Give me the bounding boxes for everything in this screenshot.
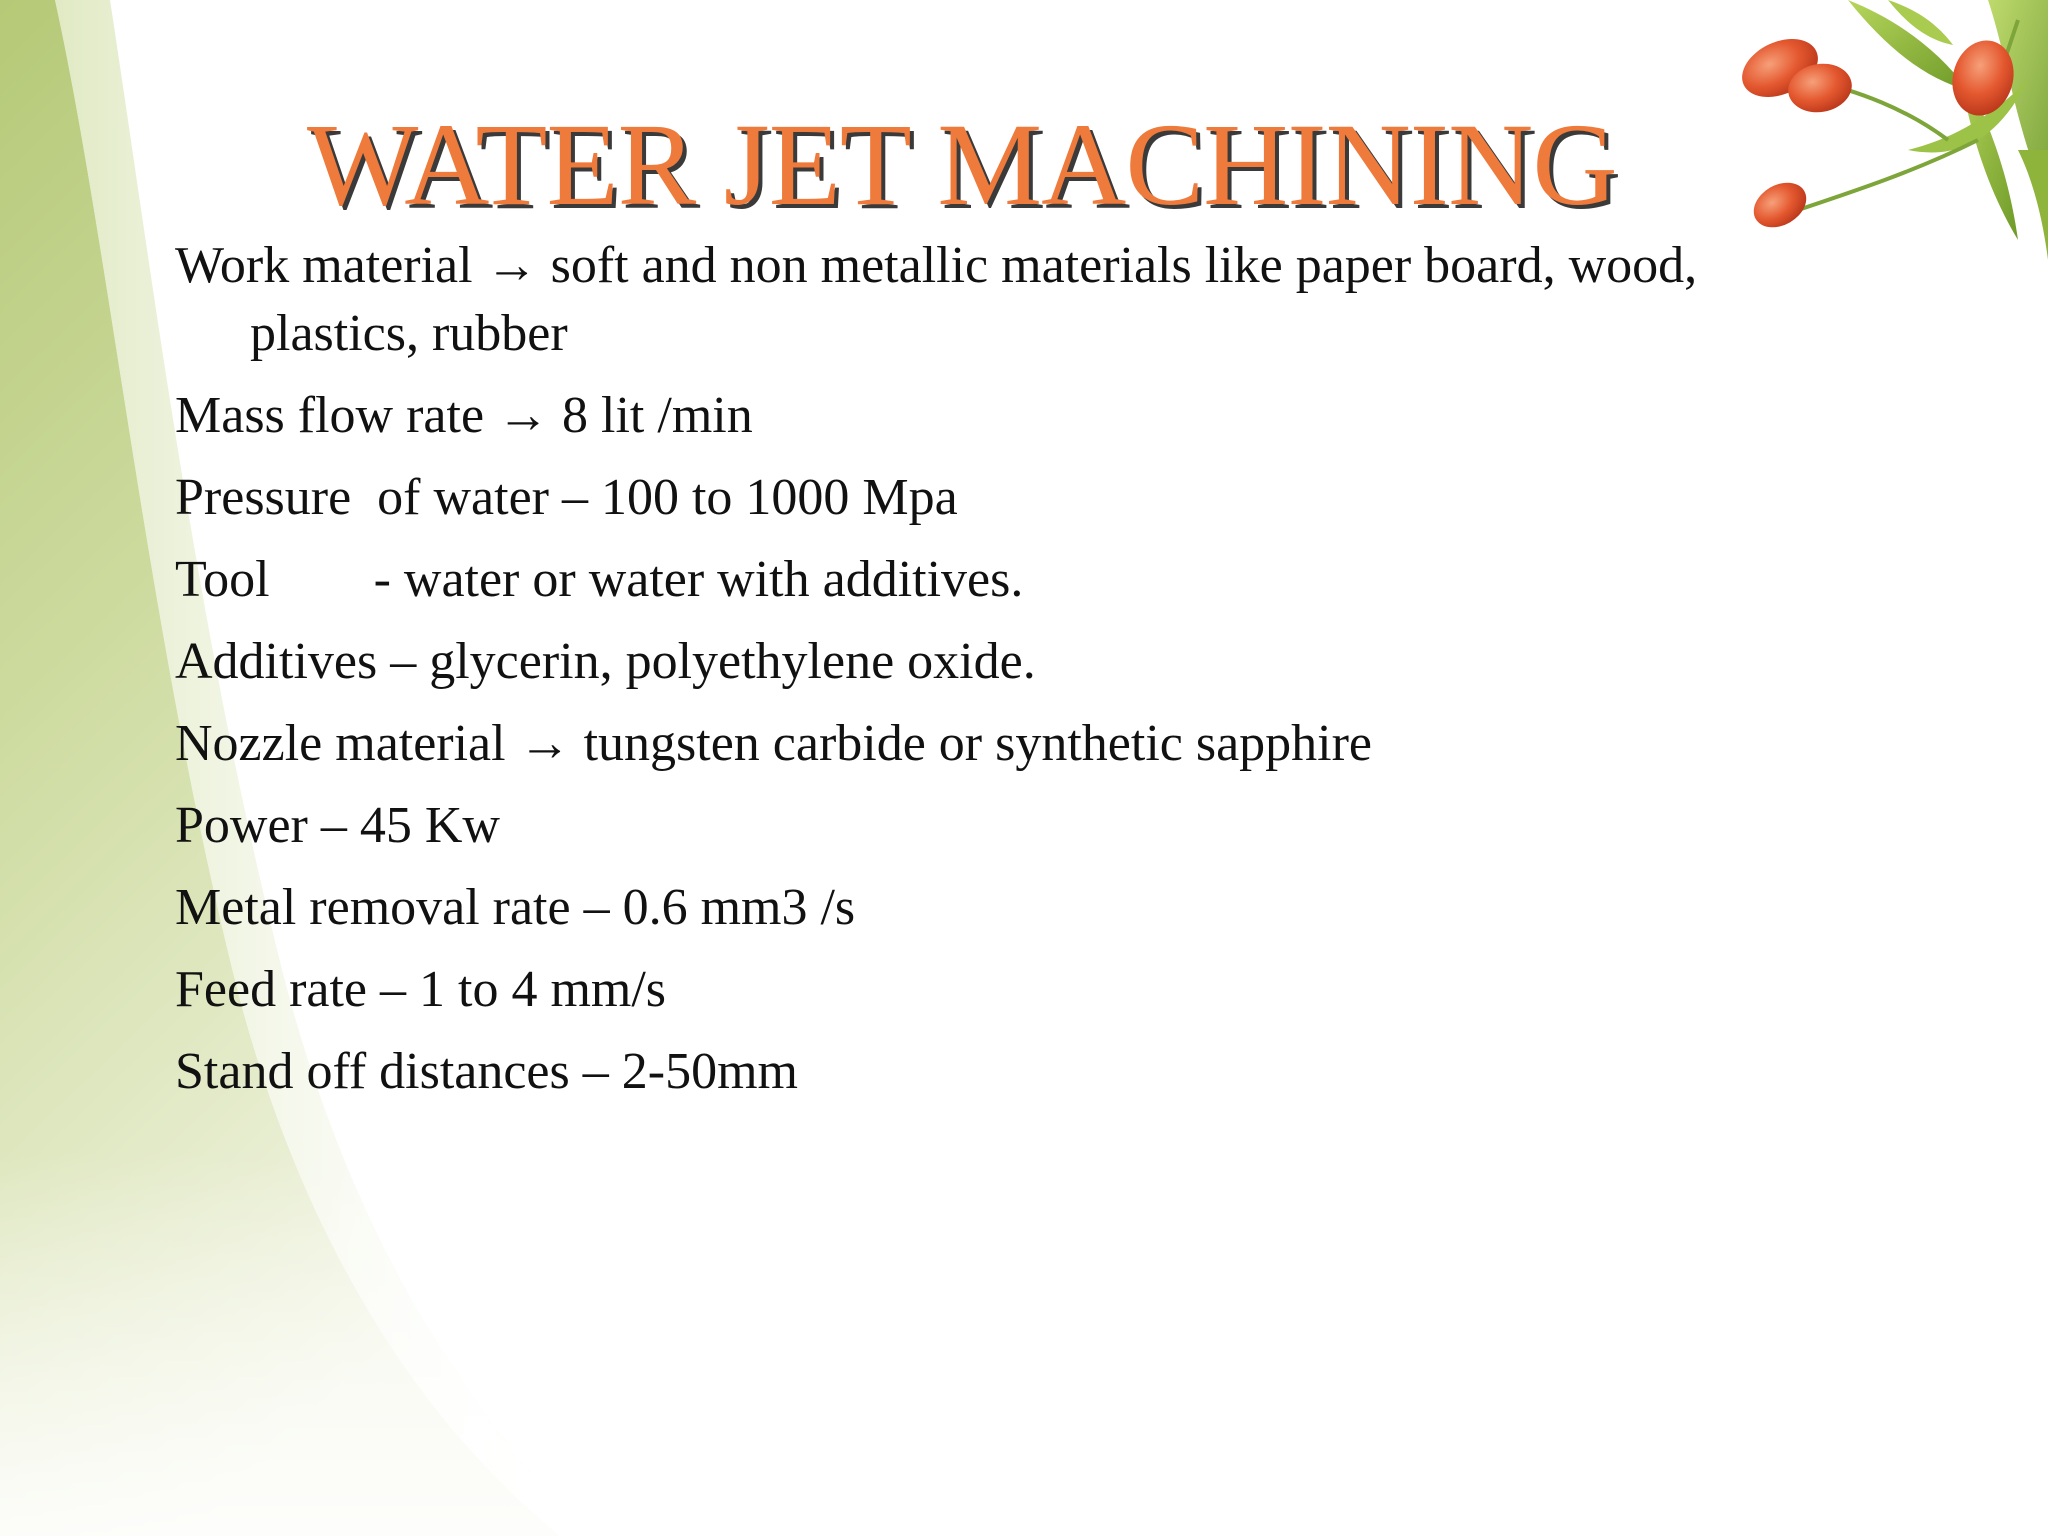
- list-item-metal-removal-rate: Metal removal rate – 0.6 mm3 /s: [175, 879, 856, 936]
- list-item-additives: Additives – glycerin, polyethylene oxide.: [175, 633, 1036, 690]
- list-item-power: Power – 45 Kw: [175, 797, 500, 854]
- list-item-pressure: Pressure of water – 100 to 1000 Mpa: [175, 469, 958, 526]
- list-item-feed-rate: Feed rate – 1 to 4 mm/s: [175, 961, 667, 1018]
- list-item-tool: Tool - water or water with additives.: [175, 551, 1024, 608]
- content-list: [175, 232, 1875, 1120]
- list-item-nozzle-material: Nozzle material → tungsten carbide or synthetic sapphire: [175, 715, 1373, 772]
- list-item-work-material: Work material → soft and non metallic materials like paper board, wood, plastics, rubber: [175, 237, 1711, 362]
- list-item-mass-flow-rate: Mass flow rate → 8 lit /min: [175, 387, 753, 444]
- slide-title: WATER JET MACHINING: [307, 99, 1617, 230]
- list-item-stand-off-distances: Stand off distances – 2-50mm: [175, 1043, 798, 1100]
